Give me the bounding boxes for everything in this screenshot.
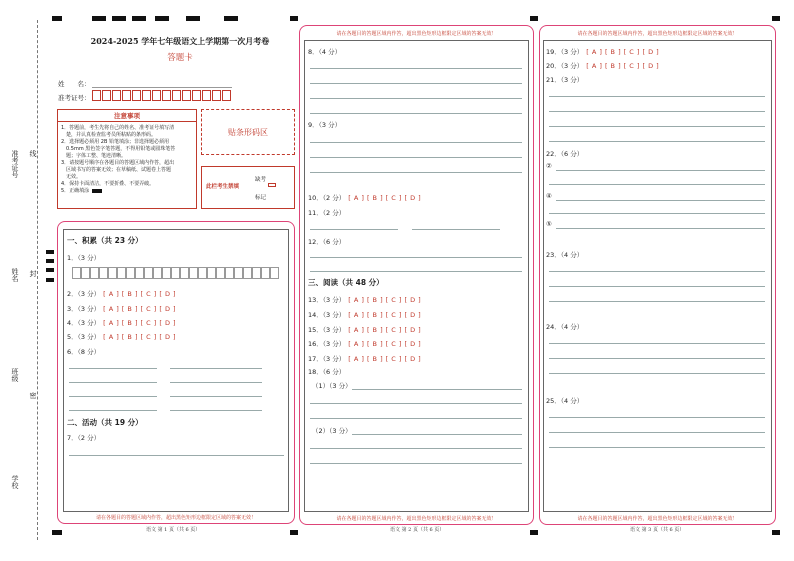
page-footer: 语文 第 2 页（共 6 页）: [390, 527, 445, 533]
section-heading: 三、阅读（共 48 分）: [308, 278, 384, 287]
alignment-mark: [530, 16, 538, 21]
answer-line[interactable]: [310, 83, 522, 84]
answer-line[interactable]: [549, 358, 765, 359]
question-8: 8．（4 分）: [308, 48, 342, 56]
notice-item: 0.5mm 黑色签字笔答题，不得用铅笔或圆珠笔答: [61, 146, 176, 152]
answer-line[interactable]: [310, 418, 522, 419]
notice-item: 楚，并认真检查监考员所粘贴的条形码。: [61, 132, 157, 138]
question-7: 7．（2 分）: [67, 434, 101, 442]
sub-item-2: ②: [546, 162, 552, 170]
answer-line[interactable]: [352, 389, 522, 390]
question-5[interactable]: 5．（3 分） [ A ] [ B ] [ C ] [ D ]: [67, 333, 177, 341]
notice-item: 2．选择题必须用 2B 铅笔填涂；非选择题必须用: [61, 139, 169, 145]
alignment-mark: [52, 16, 62, 21]
alignment-mark: [46, 259, 54, 263]
question-24: 24．（4 分）: [546, 323, 584, 331]
answer-line[interactable]: [549, 126, 765, 127]
answer-line[interactable]: [549, 184, 765, 185]
alignment-mark: [224, 16, 238, 21]
notice-box: [57, 109, 197, 209]
notice-item: 无效。: [61, 174, 82, 180]
answer-line[interactable]: [556, 200, 765, 201]
answer-line[interactable]: [69, 368, 157, 369]
question-12: 12．（6 分）: [308, 238, 346, 246]
alignment-mark: [46, 278, 54, 282]
absent-mark1: 缺考: [255, 177, 267, 183]
side-class: 班级: [11, 368, 19, 382]
question-18-part1: （1）（3 分）: [312, 382, 352, 390]
name-input-line[interactable]: [92, 87, 232, 88]
section-heading: 一、积累（共 23 分）: [67, 236, 143, 245]
alignment-mark: [772, 16, 780, 21]
answer-line[interactable]: [549, 343, 765, 344]
alignment-mark: [112, 16, 126, 21]
alignment-mark: [46, 268, 54, 272]
question-22: 22．（6 分）: [546, 150, 584, 158]
sub-item-4: ④: [546, 192, 552, 200]
side-name: 姓名: [11, 268, 19, 282]
answer-line[interactable]: [412, 229, 500, 230]
alignment-mark: [186, 16, 200, 21]
answer-line[interactable]: [549, 213, 765, 214]
exam-id-label: 准考证号：: [58, 94, 91, 102]
alignment-mark: [92, 16, 106, 21]
question-4[interactable]: 4．（3 分） [ A ] [ B ] [ C ] [ D ]: [67, 319, 177, 327]
answer-line[interactable]: [310, 271, 522, 272]
answer-line[interactable]: [310, 257, 522, 258]
answer-line[interactable]: [170, 382, 262, 383]
answer-line[interactable]: [69, 410, 157, 411]
answer-line[interactable]: [549, 432, 765, 433]
notice-title: 注意事项: [58, 110, 196, 122]
answer-line[interactable]: [170, 410, 262, 411]
notice-item: 题；字体工整、笔迹清晰。: [61, 153, 127, 159]
question-17[interactable]: 17．（3 分） [ A ] [ B ] [ C ] [ D ]: [308, 355, 422, 363]
alignment-mark: [52, 530, 62, 535]
answer-frame-2: [304, 40, 529, 512]
notice-item: 5．正确填涂: [61, 187, 193, 194]
alignment-mark: [155, 16, 169, 21]
question-23: 23．（4 分）: [546, 251, 584, 259]
answer-line[interactable]: [310, 463, 522, 464]
absent-checkbox[interactable]: [268, 183, 276, 187]
answer-line[interactable]: [170, 368, 262, 369]
notice-item: 1．答题前，考生先将自己的姓名、准考证号填写清: [61, 125, 175, 131]
side-line: 线: [29, 150, 37, 157]
notice-item: 3．请按题号顺序在各题目的答题区域内作答，超出: [61, 160, 175, 166]
side-school: 学校: [11, 475, 19, 489]
alignment-mark: [290, 16, 298, 21]
question-1: 1．（3 分）: [67, 254, 101, 262]
answer-line[interactable]: [549, 111, 765, 112]
answer-line[interactable]: [310, 172, 522, 173]
question-20[interactable]: 20．（3 分） [ A ] [ B ] [ C ] [ D ]: [546, 62, 660, 70]
question-10[interactable]: 10．（2 分） [ A ] [ B ] [ C ] [ D ]: [308, 194, 422, 202]
side-exam-id: 准考证号: [11, 150, 19, 178]
notice-item: 4．保持卡面清洁，不要折叠、不要弄破。: [61, 181, 155, 187]
question-19[interactable]: 19．（3 分） [ A ] [ B ] [ C ] [ D ]: [546, 48, 660, 56]
side-secret: 密: [29, 392, 37, 399]
answer-line[interactable]: [310, 229, 398, 230]
warning-text: 请在各题目的答题区域内作答，超出黑色矩形边框限定区域的答案无效！: [577, 516, 738, 522]
answer-line[interactable]: [549, 286, 765, 287]
answer-line[interactable]: [310, 157, 522, 158]
answer-line[interactable]: [310, 142, 522, 143]
answer-line[interactable]: [556, 170, 765, 171]
question-14[interactable]: 14．（3 分） [ A ] [ B ] [ C ] [ D ]: [308, 311, 422, 319]
answer-line[interactable]: [310, 113, 522, 114]
answer-line[interactable]: [549, 301, 765, 302]
question-9: 9．（3 分）: [308, 121, 342, 129]
page-subtitle: 答题卡: [167, 53, 193, 63]
warning-text: 请在各题目的答题区域内作答，超出黑色矩形边框限定区域的答案无效！: [336, 31, 497, 37]
absent-box: [201, 166, 295, 209]
page-title: 2024-2025 学年七年级语文上学期第一次月考卷: [90, 36, 270, 46]
answer-line[interactable]: [310, 98, 522, 99]
answer-line[interactable]: [556, 228, 765, 229]
question-11: 11．（2 分）: [308, 209, 346, 217]
answer-line[interactable]: [170, 396, 262, 397]
alignment-mark: [132, 16, 146, 21]
answer-line[interactable]: [549, 141, 765, 142]
answer-line[interactable]: [352, 434, 522, 435]
name-label: 姓 名：: [58, 80, 91, 88]
side-seal: 封: [29, 270, 37, 277]
sub-item-5: ⑤: [546, 220, 552, 228]
question-6: 6．（8 分）: [67, 348, 101, 356]
answer-line[interactable]: [549, 271, 765, 272]
alignment-mark: [772, 530, 780, 535]
absent-mark2: 标记: [255, 195, 267, 201]
question-18-part2: （2）（3 分）: [312, 427, 352, 435]
binding-line: [37, 20, 38, 540]
answer-line[interactable]: [69, 455, 284, 456]
answer-line[interactable]: [310, 403, 522, 404]
answer-line[interactable]: [310, 68, 522, 69]
question-2[interactable]: 2．（3 分） [ A ] [ B ] [ C ] [ D ]: [67, 290, 177, 298]
barcode-label: 贴条形码区: [228, 127, 268, 137]
question-15[interactable]: 15．（3 分） [ A ] [ B ] [ C ] [ D ]: [308, 326, 422, 334]
question-21: 21．（3 分）: [546, 76, 584, 84]
answer-line[interactable]: [549, 373, 765, 374]
question-3[interactable]: 3．（3 分） [ A ] [ B ] [ C ] [ D ]: [67, 305, 177, 313]
answer-line[interactable]: [310, 448, 522, 449]
question-13[interactable]: 13．（3 分） [ A ] [ B ] [ C ] [ D ]: [308, 296, 422, 304]
notice-item: 区域书写的答案无效；在草稿纸、试题卷上答题: [61, 167, 172, 173]
filled-mark-sample-icon: [92, 189, 102, 193]
answer-line[interactable]: [549, 447, 765, 448]
section-heading: 二、活动（共 19 分）: [67, 418, 143, 427]
warning-text: 请在各题目的答题区域内作答，超出黑色矩形边框限定区域的答案无效！: [336, 516, 497, 522]
barcode-area: [201, 109, 295, 155]
alignment-mark: [46, 250, 54, 254]
warning-text: 请在各题目的答题区域内作答，超出黑色矩形边框限定区域的答案无效！: [95, 515, 256, 521]
alignment-mark: [290, 530, 298, 535]
answer-line[interactable]: [69, 382, 157, 383]
warning-text: 请在各题目的答题区域内作答，超出黑色矩形边框限定区域的答案无效！: [577, 31, 738, 37]
alignment-mark: [530, 530, 538, 535]
answer-line[interactable]: [69, 396, 157, 397]
question-25: 25．（4 分）: [546, 397, 584, 405]
page-footer: 语文 第 3 页（共 6 页）: [630, 527, 685, 533]
page-footer: 语文 第 1 页（共 6 页）: [146, 527, 201, 533]
question-16[interactable]: 16．（3 分） [ A ] [ B ] [ C ] [ D ]: [308, 340, 422, 348]
question-18: 18．（6 分）: [308, 368, 346, 376]
absent-label: 此栏考生禁填: [206, 184, 240, 190]
answer-line[interactable]: [549, 96, 765, 97]
answer-line[interactable]: [549, 417, 765, 418]
